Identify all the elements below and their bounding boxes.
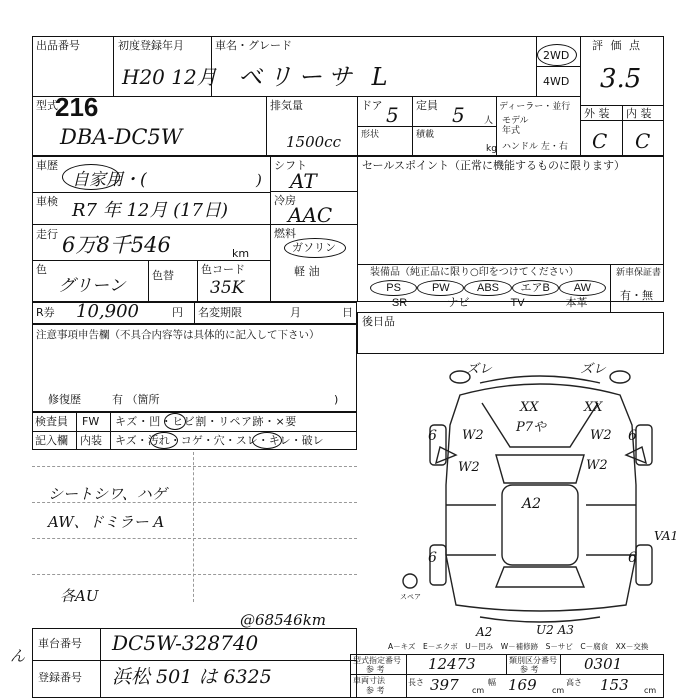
mark-hood-xx: XX	[520, 400, 539, 415]
model-grade-label: 車名・グレード	[215, 39, 292, 52]
kg-unit: kg	[486, 144, 497, 154]
history-value: 自家用・(	[72, 170, 147, 190]
equipment-item: ナビ	[447, 297, 470, 309]
mileage-value: 6万8千546	[62, 233, 171, 257]
fuel-gasoline: ガソリン	[292, 241, 336, 254]
mark-door-rr: W2	[586, 458, 608, 473]
notes-label: 注意事項申告欄（不具合内容等は具体的に記入して下さい）	[36, 329, 320, 341]
exterior-value: C	[592, 129, 608, 153]
equipment-item: 本革	[565, 297, 588, 309]
registration-value: 浜松 501 は 6325	[112, 666, 272, 688]
repair-close: )	[334, 393, 339, 406]
r-ticket-value: 10,900	[76, 301, 139, 322]
mark-wheel-rr: 6	[628, 550, 637, 566]
fuel-circle	[284, 238, 346, 258]
capacity-value: 5	[452, 103, 465, 127]
note-line-1: シートシワ、ハゲ	[48, 485, 167, 503]
lot-number: 216	[55, 92, 99, 122]
dealer-label: ディーラー・並行	[499, 102, 571, 112]
inspection-value: R7 年 12月 (17日)	[72, 200, 229, 221]
mark-rear-right: VA1	[654, 529, 679, 543]
inspector-interior: 内装	[80, 434, 102, 447]
inspection-label: 車検	[36, 195, 58, 208]
color-code-value: 35K	[210, 278, 245, 298]
designation-sub: 参 考	[366, 665, 385, 674]
equipment-item: SR	[391, 297, 408, 309]
equipment-item: PW	[417, 280, 464, 296]
margin-mark: ん	[10, 647, 26, 665]
color-label: 色	[36, 263, 47, 276]
height-value: 153	[600, 676, 629, 694]
car-diagram	[400, 355, 690, 630]
note-line-3: 各AU	[60, 587, 99, 605]
mark-hood-p: P7や	[516, 420, 547, 435]
door-label: ドア	[361, 99, 383, 112]
dimensions-sub: 参 考	[366, 686, 385, 695]
width-value: 169	[508, 676, 537, 694]
mark-wheel-rl: 6	[428, 550, 437, 566]
inspector-interior-items: キズ・汚れ・コゲ・穴・スレ・キレ・破レ	[115, 434, 324, 447]
sales-point-label: セールスポイント（正常に機能するものに限ります）	[362, 159, 626, 172]
first-reg-value: H20 12月	[122, 65, 217, 89]
equipment-item: TV	[510, 297, 525, 309]
after-fit-label: 後日品	[362, 315, 395, 328]
color-value: グリーン	[58, 276, 126, 296]
note-line-2: AW、ドミラー A	[48, 513, 165, 531]
registration-label: 登録番号	[38, 671, 82, 684]
width-label: 幅	[488, 678, 496, 687]
equipment-label: 装備品（純正品に限り○印をつけてください）	[370, 267, 579, 278]
color-code-label: 色コード	[201, 263, 245, 276]
displacement-value: 1500cc	[286, 133, 341, 151]
equipment-item: AW	[559, 280, 606, 296]
mark-roof: A2	[522, 496, 542, 512]
ac-value: AAC	[288, 203, 333, 227]
new-car-label: 新車保証書	[616, 268, 662, 278]
mark-bottom-a2: A2	[476, 625, 493, 639]
inspector-fw-items: キズ・凹・ヒビ割・リペア跡・×要	[115, 415, 297, 428]
class-value: 0301	[584, 655, 623, 673]
ac-label: 冷房	[274, 194, 296, 207]
class-label: 類別区分番号	[509, 656, 557, 665]
day-unit: 日	[342, 306, 353, 319]
first-reg-label: 初度登録年月	[118, 39, 184, 52]
shape-label: 形状	[361, 130, 380, 140]
mark-bottom-u2a3: U2 A3	[536, 623, 574, 637]
repair-label: 修復歴	[48, 393, 81, 406]
interior-label: 内 装	[626, 107, 652, 120]
equipment-row-1	[370, 280, 606, 296]
model-year-label: モデル年式	[502, 116, 529, 136]
load-label: 積載	[416, 130, 435, 140]
drive-2wd-circle	[537, 44, 577, 66]
designation-value: 12473	[428, 655, 476, 673]
capacity-label: 定員	[416, 99, 438, 112]
equipment-item: エアB	[512, 280, 559, 296]
door-value: 5	[386, 103, 399, 127]
chassis-value: DC5W-328740	[112, 631, 259, 655]
name-change-label: 名変期限	[198, 306, 242, 319]
length-value: 397	[430, 676, 459, 694]
width-unit: cm	[552, 686, 565, 695]
type-value: DBA-DC5W	[60, 125, 183, 149]
diagram-legend: A－キズ E－エクボ U－凹み W－補修跡 S－サビ C－腐食 XX－交換	[388, 642, 649, 651]
dimensions-label: 車両寸法	[353, 676, 385, 685]
fuel-diesel: 軽 油	[294, 265, 320, 278]
interior-value: C	[635, 129, 651, 153]
score-label: 評 価 点	[592, 39, 642, 52]
lot-label: 出品番号	[36, 39, 80, 52]
drive-2wd: 2WD	[543, 49, 570, 62]
class-sub: 参 考	[520, 665, 539, 674]
mark-front-right: ズレ	[580, 362, 607, 377]
displacement-label: 排気量	[270, 99, 303, 112]
model-grade-value: ベリーサ L	[238, 63, 394, 91]
fuel-label: 燃料	[274, 227, 296, 240]
repair-value: 有 （箇所	[112, 393, 160, 406]
month-unit: 月	[290, 306, 301, 319]
r-ticket-unit: 円	[172, 306, 183, 319]
mark-wheel-fr: 6	[628, 428, 637, 444]
exterior-label: 外 装	[584, 107, 610, 120]
mark-wheel-fl: 6	[428, 428, 437, 444]
new-car-value: 有・無	[620, 289, 653, 302]
shift-value: AT	[290, 169, 317, 193]
odometer-note: @68546km	[240, 611, 327, 629]
entry-label: 記入欄	[35, 434, 68, 447]
mileage-unit: km	[232, 247, 250, 260]
length-label: 長さ	[408, 678, 424, 687]
r-ticket-label: R券	[36, 306, 55, 319]
mark-fender-xx: XX	[584, 400, 603, 415]
history-close: )	[256, 171, 262, 189]
inspector-label: 検査員	[35, 415, 68, 428]
equipment-item: PS	[370, 280, 417, 296]
mark-front-left: ズレ	[466, 362, 493, 377]
mileage-label: 走行	[36, 228, 58, 241]
mark-door-rl: W2	[458, 460, 480, 475]
after-fit-box	[357, 312, 664, 354]
history-label: 車歴	[36, 159, 58, 172]
inspector-fw: FW	[82, 415, 100, 428]
history-circle	[62, 164, 120, 190]
chassis-label: 車台番号	[38, 637, 82, 650]
equipment-item: ABS	[464, 280, 511, 296]
mark-spare: スペア	[400, 593, 421, 601]
drive-4wd: 4WD	[543, 75, 570, 88]
handle-label: ハンドル 左・右	[502, 142, 568, 152]
repaint-label: 色替	[152, 269, 174, 282]
height-label: 高さ	[566, 678, 582, 687]
capacity-unit: 人	[484, 116, 494, 126]
height-unit: cm	[644, 686, 657, 695]
length-unit: cm	[472, 686, 485, 695]
mark-door-fl: W2	[462, 428, 484, 443]
designation-label: 型式指定番号	[353, 656, 401, 665]
shift-label: シフト	[274, 159, 307, 172]
score-value: 3.5	[600, 64, 642, 94]
mark-door-fr: W2	[590, 428, 612, 443]
type-label: 型式	[36, 99, 58, 112]
equipment-row-2	[370, 296, 606, 310]
